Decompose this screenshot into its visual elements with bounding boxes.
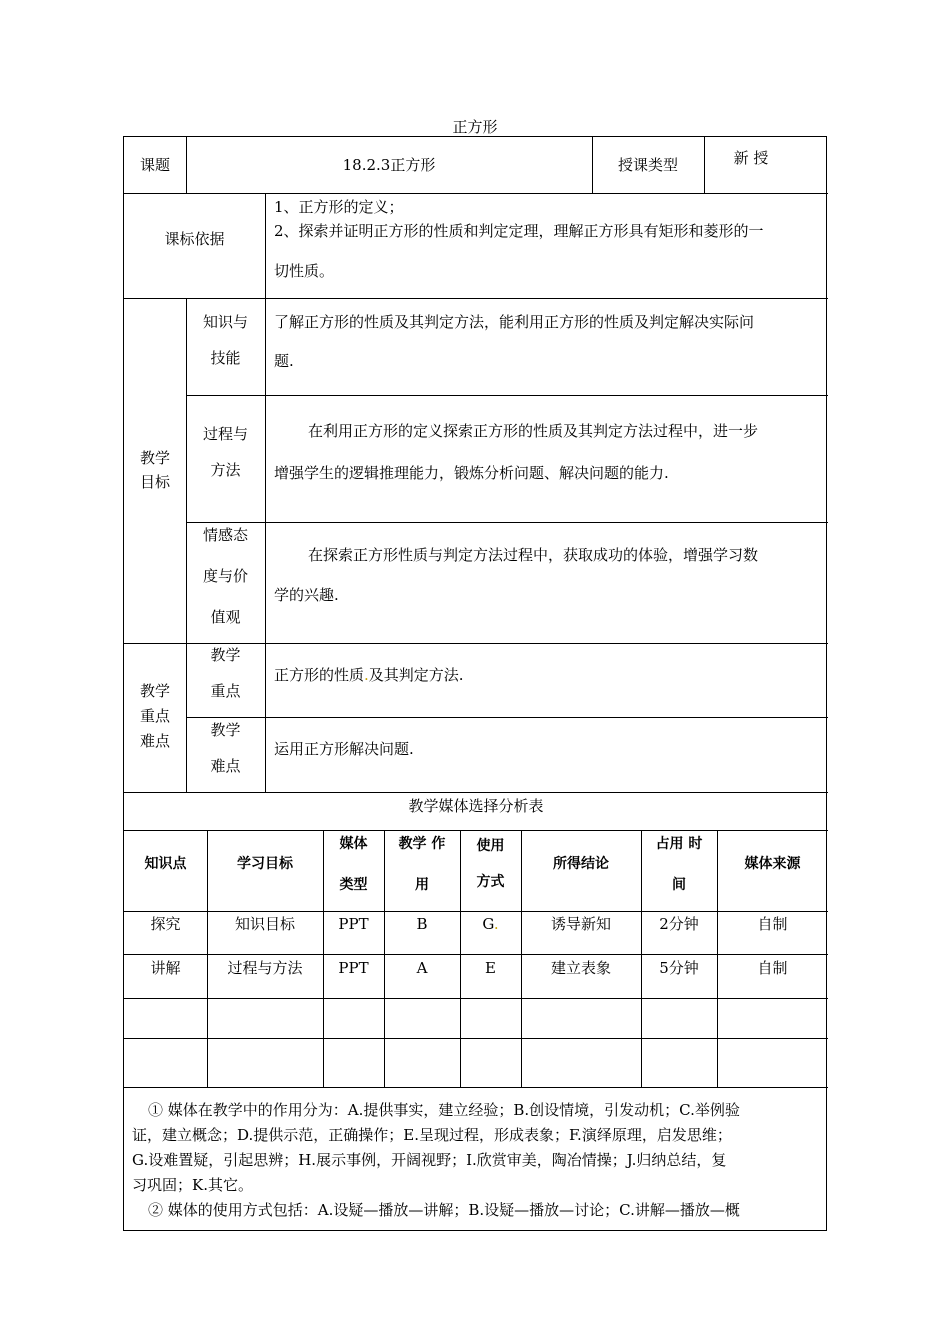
header-conclusion: 所得结论 [553, 856, 609, 872]
cell-role: A [416, 959, 428, 977]
focus-label: 重点 [139, 707, 170, 725]
standards-line: 1、正方形的定义； [274, 198, 404, 216]
emotion-text: 在探索正方形性质与判定方法过程中，获取成功的体验，增强学习数 [308, 546, 759, 564]
media-table-caption: 教学媒体选择分析表 [408, 797, 544, 815]
header-objective: 学习目标 [237, 856, 293, 872]
course-label: 课题 [139, 156, 170, 174]
lesson-type-value: 新 授 [733, 149, 769, 167]
goals-label: 目标 [139, 473, 170, 491]
key-point-text-b: 及其判定方法. [368, 666, 464, 684]
knowledge-text: 了解正方形的性质及其判定方法，能利用正方形的性质及判定解决实际问 [274, 313, 755, 331]
rule [186, 395, 828, 396]
standards-label: 课标依据 [164, 230, 225, 248]
emotion-label: 度与价 [202, 567, 248, 585]
process-label: 方法 [210, 461, 241, 479]
margin-mark: . [364, 666, 369, 684]
rule [323, 830, 324, 1088]
cell-time: 2分钟 [659, 915, 699, 933]
cell-source: 自制 [757, 959, 788, 977]
difficult-point-label: 教学 [210, 721, 241, 739]
rule [124, 643, 828, 644]
cell-conclusion: 诱导新知 [550, 915, 611, 933]
cell-time: 5分钟 [659, 959, 699, 977]
rule [124, 911, 828, 912]
header-usage: 使用 [476, 838, 505, 854]
rule [124, 830, 828, 831]
header-source: 媒体来源 [744, 856, 801, 872]
rule [186, 298, 187, 793]
process-text: 增强学生的逻辑推理能力，锻炼分析问题、解决问题的能力. [274, 464, 669, 482]
header-knowledge-point: 知识点 [144, 856, 187, 872]
rule [186, 522, 828, 523]
difficult-point-text: 运用正方形解决问题. [274, 740, 414, 758]
rule [124, 1087, 828, 1088]
focus-label: 教学 [139, 682, 170, 700]
header-time: 间 [672, 877, 686, 893]
process-label: 过程与 [202, 425, 248, 443]
page-title: 正方形 [452, 118, 498, 136]
cell-usage: E [485, 959, 496, 977]
margin-mark: . [493, 915, 499, 933]
rule [186, 717, 828, 718]
cell-conclusion: 建立表象 [550, 959, 611, 977]
header-time: 占用 时 [655, 836, 703, 852]
rule [460, 830, 461, 1088]
rule [124, 193, 828, 194]
emotion-text: 学的兴趣. [274, 586, 339, 604]
rule [124, 1038, 828, 1039]
key-point-label: 重点 [210, 682, 241, 700]
lesson-plan-table [123, 136, 827, 1231]
rule [124, 998, 828, 999]
notes-line: ② 媒体的使用方式包括：A.设疑—播放—讲解；B.设疑—播放—讨论；C.讲解—播放—概 [148, 1201, 740, 1219]
difficult-point-label: 难点 [210, 757, 241, 775]
standards-line: 2、探索并证明正方形的性质和判定定理，理解正方形具有矩形和菱形的一 [274, 222, 764, 240]
emotion-label: 情感态 [202, 526, 248, 544]
knowledge-text: 题. [274, 352, 294, 370]
process-text: 在利用正方形的定义探索正方形的性质及其判定方法过程中，进一步 [308, 422, 759, 440]
knowledge-label: 知识与 [202, 313, 248, 331]
header-role: 教学 作 [398, 836, 446, 852]
cell-objective: 知识目标 [234, 915, 295, 933]
cell-role: B [416, 915, 428, 933]
notes-line: 证，建立概念；D.提供示范，正确操作；E.呈现过程，形成表象；F.演绎原理，启发思维； [132, 1126, 732, 1144]
header-media-type: 类型 [339, 877, 368, 893]
rule [124, 954, 828, 955]
cell-objective: 过程与方法 [227, 959, 303, 977]
notes-line: ① 媒体在教学中的作用分为：A.提供事实，建立经验；B.创设情境，引发动机；C.举例验 [148, 1101, 740, 1119]
rule [265, 193, 266, 793]
cell-point: 讲解 [150, 959, 181, 977]
lesson-type-label: 授课类型 [617, 156, 678, 174]
emotion-label: 值观 [210, 608, 241, 626]
cell-point: 探究 [150, 915, 181, 933]
rule [124, 792, 828, 793]
cell-source: 自制 [757, 915, 788, 933]
knowledge-label: 技能 [210, 349, 241, 367]
standards-line: 切性质。 [274, 262, 335, 280]
header-media-type: 媒体 [339, 836, 368, 852]
goals-label: 教学 [139, 449, 170, 467]
key-point-text [274, 668, 464, 683]
rule [124, 298, 828, 299]
rule [384, 830, 385, 1088]
notes-line: G.设难置疑，引起思辨；H.展示事例，开阔视野；I.欣赏审美，陶冶情操；J.归纳总结，复 [132, 1151, 727, 1169]
key-point-text-a: 正方形的性质 [274, 666, 365, 684]
header-role: 用 [415, 877, 429, 893]
course-value: 18.2.3正方形 [342, 156, 436, 174]
key-point-label: 教学 [210, 646, 241, 664]
cell-type: PPT [338, 915, 369, 933]
header-usage: 方式 [476, 874, 505, 890]
cell-type: PPT [338, 959, 369, 977]
cell-usage-value: G [482, 915, 494, 933]
cell-usage [460, 917, 521, 932]
notes-line: 习巩固；K.其它。 [132, 1176, 253, 1194]
rule [641, 830, 642, 1088]
focus-label: 难点 [139, 732, 170, 750]
